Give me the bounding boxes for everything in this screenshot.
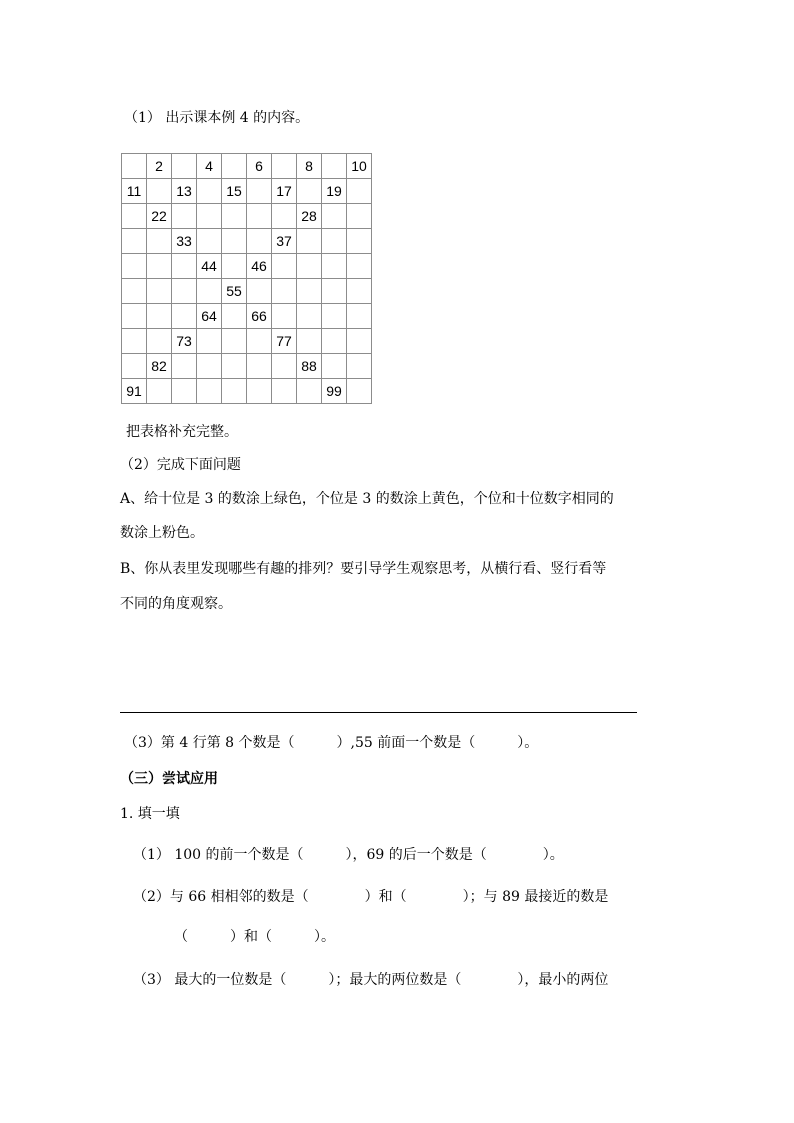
grid-cell (222, 354, 247, 379)
question-1-3: （3） 最大的一位数是（ ）；最大的两位数是（ ），最小的两位 (133, 972, 609, 988)
grid-cell (172, 304, 197, 329)
grid-cell (222, 154, 247, 179)
grid-row (122, 379, 372, 404)
item-2-heading: （2）完成下面问题 (120, 457, 241, 473)
grid-cell (347, 354, 372, 379)
grid-cell (147, 179, 172, 204)
grid-cell (197, 379, 222, 404)
grid-cell (247, 354, 272, 379)
grid-cell (322, 204, 347, 229)
grid-cell (122, 329, 147, 354)
grid-cell: 15 (222, 179, 247, 204)
grid-cell (222, 379, 247, 404)
grid-cell (147, 304, 172, 329)
question-1-2-line-1: （2）与 66 相相邻的数是（ ）和（ ）；与 89 最接近的数是 (133, 889, 609, 905)
grid-cell: 77 (272, 329, 297, 354)
grid-cell (172, 154, 197, 179)
grid-cell: 22 (147, 204, 172, 229)
grid-row (122, 204, 372, 229)
grid-cell (197, 229, 222, 254)
grid-cell: 37 (272, 229, 297, 254)
grid-cell (147, 379, 172, 404)
grid-cell (197, 179, 222, 204)
grid-cell: 8 (297, 154, 322, 179)
grid-cell (322, 304, 347, 329)
grid-cell (197, 329, 222, 354)
grid-cell (297, 279, 322, 304)
grid-row (122, 254, 372, 279)
grid-row (122, 329, 372, 354)
grid-cell (197, 354, 222, 379)
grid-cell (197, 204, 222, 229)
hundred-chart-table (121, 153, 372, 404)
grid-cell (272, 279, 297, 304)
grid-cell (147, 229, 172, 254)
grid-cell (222, 229, 247, 254)
question-1-title: 1. 填一填 (120, 806, 180, 822)
grid-cell: 10 (347, 154, 372, 179)
grid-cell (322, 229, 347, 254)
grid-cell (247, 204, 272, 229)
grid-cell (122, 154, 147, 179)
grid-cell (222, 329, 247, 354)
grid-cell: 13 (172, 179, 197, 204)
grid-row (122, 179, 372, 204)
section-3-heading: （三）尝试应用 (120, 771, 218, 787)
grid-cell (322, 279, 347, 304)
task-a-line-1: A、给十位是 3 的数涂上绿色，个位是 3 的数涂上黄色，个位和十位数字相同的 (120, 491, 614, 507)
grid-cell (272, 354, 297, 379)
grid-cell: 66 (247, 304, 272, 329)
grid-cell (122, 254, 147, 279)
grid-cell (322, 329, 347, 354)
grid-cell (147, 329, 172, 354)
grid-cell (172, 379, 197, 404)
grid-cell (222, 204, 247, 229)
grid-cell (172, 204, 197, 229)
grid-cell: 73 (172, 329, 197, 354)
fill-table-instruction: 把表格补充完整。 (126, 424, 238, 440)
grid-cell: 44 (197, 254, 222, 279)
item-1-text: （1） 出示课本例 4 的内容。 (124, 110, 310, 126)
grid-cell: 91 (122, 379, 147, 404)
grid-cell (322, 354, 347, 379)
grid-cell (147, 279, 172, 304)
grid-cell (322, 154, 347, 179)
grid-cell (222, 254, 247, 279)
grid-cell: 55 (222, 279, 247, 304)
grid-cell: 2 (147, 154, 172, 179)
grid-cell (297, 229, 322, 254)
grid-cell (347, 304, 372, 329)
grid-cell (147, 254, 172, 279)
grid-cell: 82 (147, 354, 172, 379)
grid-cell (222, 304, 247, 329)
grid-cell (247, 179, 272, 204)
grid-cell: 4 (197, 154, 222, 179)
grid-cell (122, 229, 147, 254)
grid-cell: 17 (272, 179, 297, 204)
grid-cell: 88 (297, 354, 322, 379)
grid-cell (247, 329, 272, 354)
grid-cell (172, 254, 197, 279)
grid-cell (297, 179, 322, 204)
grid-cell (297, 304, 322, 329)
grid-cell (122, 354, 147, 379)
grid-cell (322, 254, 347, 279)
grid-cell (122, 304, 147, 329)
grid-cell (297, 254, 322, 279)
grid-cell (272, 154, 297, 179)
question-1-1: （1） 100 的前一个数是（ ），69 的后一个数是（ ）。 (133, 847, 564, 863)
grid-cell (297, 379, 322, 404)
grid-cell (347, 254, 372, 279)
grid-cell (272, 204, 297, 229)
task-b-line-1: B、你从表里发现哪些有趣的排列？要引导学生观察思考，从横行看、竖行看等 (120, 561, 607, 577)
grid-cell (297, 329, 322, 354)
grid-cell: 64 (197, 304, 222, 329)
task-a-line-2: 数涂上粉色。 (120, 525, 204, 541)
item-3-question: （3）第 4 行第 8 个数是（ ）,55 前面一个数是（ ）。 (124, 735, 539, 751)
grid-cell: 6 (247, 154, 272, 179)
grid-cell (347, 179, 372, 204)
grid-cell (347, 204, 372, 229)
grid-row (122, 304, 372, 329)
grid-cell (247, 229, 272, 254)
grid-cell: 99 (322, 379, 347, 404)
grid-cell (272, 304, 297, 329)
grid-cell (347, 379, 372, 404)
grid-cell (347, 329, 372, 354)
grid-row (122, 154, 372, 179)
grid-cell: 19 (322, 179, 347, 204)
grid-cell (122, 204, 147, 229)
grid-cell: 46 (247, 254, 272, 279)
grid-cell (347, 279, 372, 304)
grid-row (122, 229, 372, 254)
task-b-line-2: 不同的角度观察。 (120, 596, 232, 612)
grid-cell (172, 279, 197, 304)
grid-cell (172, 354, 197, 379)
grid-row (122, 354, 372, 379)
grid-row (122, 279, 372, 304)
grid-cell (247, 379, 272, 404)
grid-cell (122, 279, 147, 304)
answer-line (120, 712, 637, 713)
grid-cell (197, 279, 222, 304)
grid-cell: 33 (172, 229, 197, 254)
question-1-2-line-2: （ ）和（ ）。 (174, 929, 335, 945)
grid-cell: 11 (122, 179, 147, 204)
grid-cell: 28 (297, 204, 322, 229)
grid-cell (272, 254, 297, 279)
grid-cell (247, 279, 272, 304)
grid-cell (347, 229, 372, 254)
grid-cell (272, 379, 297, 404)
